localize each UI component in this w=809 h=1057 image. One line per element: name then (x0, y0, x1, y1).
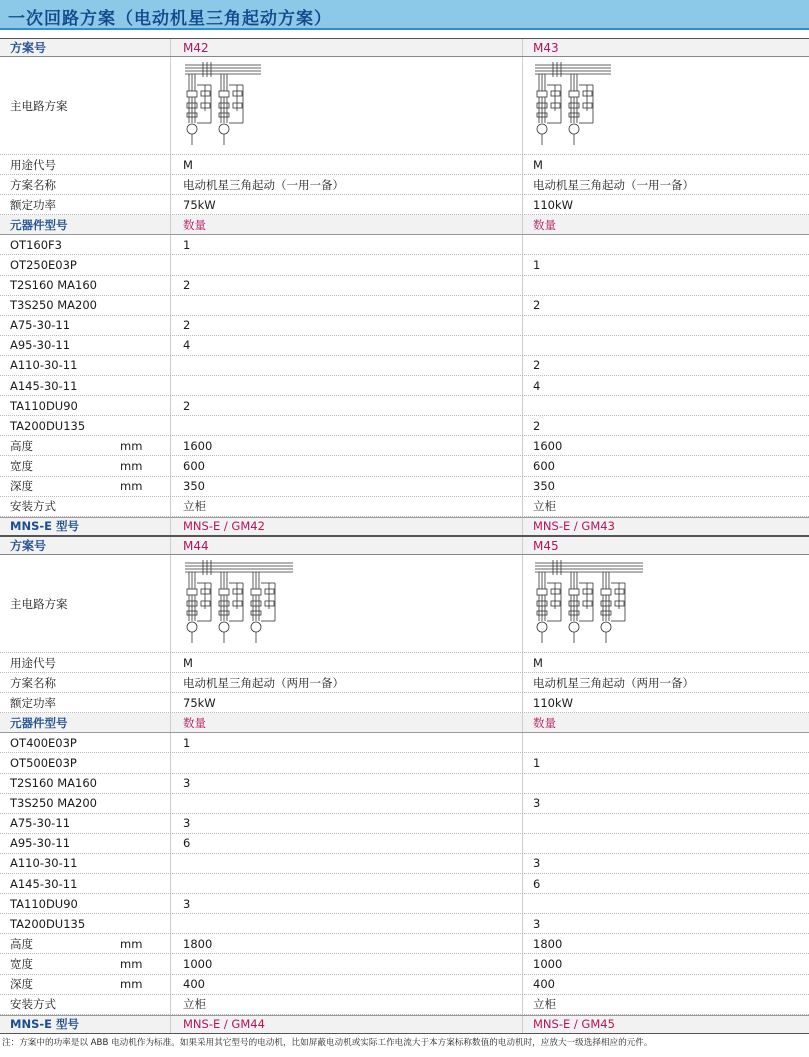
component-row (0, 255, 809, 275)
feeder-unit (187, 572, 211, 643)
component-qty: 2 (522, 356, 809, 375)
model-label: MNS-E 型号 (10, 1017, 79, 1032)
depth-row (0, 477, 809, 497)
scheme-id: M45 (522, 537, 809, 554)
circuit-diagram (183, 559, 298, 647)
height-label (10, 436, 170, 455)
scheme-id: M44 (170, 537, 522, 554)
component-model-header: 元器件型号 (10, 715, 68, 730)
rated-power-label: 额定功率 (10, 197, 56, 212)
scheme-name-row (0, 673, 809, 693)
component-qty: 3 (522, 914, 809, 933)
usage-code-row (0, 155, 809, 175)
main-circuit-label: 主电路方案 (10, 98, 68, 113)
scheme-id: M42 (170, 39, 522, 56)
unit-mm: mm (120, 977, 143, 992)
width-value: 1000 (170, 954, 522, 973)
scheme-table-1 (0, 38, 809, 536)
mounting-label: 安装方式 (10, 997, 56, 1012)
component-name: TA200DU135 (10, 916, 86, 931)
rated-power-label: 额定功率 (10, 695, 56, 710)
component-name: OT400E03P (10, 735, 77, 750)
rated-power-value: 110kW (522, 693, 809, 712)
title-bar (0, 0, 809, 30)
component-name: A95-30-11 (10, 836, 71, 851)
scheme-table-2 (0, 536, 809, 1034)
component-qty (522, 834, 809, 853)
model-value: MNS-E / GM43 (522, 518, 809, 535)
model-value: MNS-E / GM45 (522, 1016, 809, 1033)
component-qty (170, 794, 522, 813)
component-row (0, 774, 809, 794)
component-name: OT250E03P (10, 258, 77, 273)
feeder-unit (219, 74, 243, 145)
component-name: TA110DU90 (10, 896, 78, 911)
component-qty: 1 (170, 733, 522, 752)
component-qty (170, 376, 522, 395)
component-qty (522, 894, 809, 913)
component-qty: 3 (522, 854, 809, 873)
width-row (0, 456, 809, 476)
circuit-diagram (183, 61, 273, 149)
footnote: 注：方案中的功率是以 ABB 电动机作为标准。如果采用其它型号的电动机，比如屏蔽电动机或实际工作电流大于本方案标称数值的电动机时，应放大一级选择相应的元件。 (2, 1038, 653, 1048)
model-row (0, 517, 809, 536)
component-row (0, 854, 809, 874)
component-name: OT160F3 (10, 237, 62, 252)
unit-mm: mm (120, 479, 143, 494)
component-row (0, 753, 809, 773)
main-circuit-row (0, 555, 809, 653)
quantity-header: 数量 (170, 215, 522, 234)
scheme-number-label: 方案号 (10, 41, 47, 55)
height-label-text: 高度 (10, 438, 33, 453)
height-value: 1600 (522, 436, 809, 455)
component-qty (170, 255, 522, 274)
rated-power-value: 75kW (170, 693, 522, 712)
component-row (0, 296, 809, 316)
width-label-text: 宽度 (10, 458, 33, 473)
component-name: A110-30-11 (10, 358, 78, 373)
quantity-header: 数量 (522, 713, 809, 732)
component-qty: 3 (170, 774, 522, 793)
component-row (0, 356, 809, 376)
usage-code-label: 用途代号 (10, 157, 56, 172)
circuit-diagram-cell (170, 555, 522, 652)
component-name: A75-30-11 (10, 816, 71, 831)
mounting-value: 立柜 (522, 995, 809, 1014)
quantity-header: 数量 (170, 713, 522, 732)
feeder-unit (537, 74, 561, 145)
usage-code-value: M (522, 653, 809, 672)
depth-label (10, 975, 170, 994)
component-row (0, 396, 809, 416)
scheme-number-label: 方案号 (10, 539, 47, 553)
main-circuit-label: 主电路方案 (10, 596, 68, 611)
component-name: T2S160 MA160 (10, 776, 97, 791)
component-row (0, 914, 809, 934)
component-header-row (0, 215, 809, 235)
rated-power-value: 75kW (170, 195, 522, 214)
depth-value: 400 (170, 975, 522, 994)
main-circuit-row (0, 57, 809, 155)
model-value: MNS-E / GM44 (170, 1016, 522, 1033)
component-qty: 1 (522, 753, 809, 772)
depth-value: 350 (170, 477, 522, 496)
component-qty (522, 235, 809, 254)
component-row (0, 276, 809, 296)
mounting-row (0, 497, 809, 517)
component-qty (170, 874, 522, 893)
component-qty: 6 (522, 874, 809, 893)
component-name: TA200DU135 (10, 418, 86, 433)
component-name: A145-30-11 (10, 876, 78, 891)
scheme-number-row (0, 38, 809, 57)
component-qty (170, 753, 522, 772)
scheme-name-value: 电动机星三角起动（两用一备） (170, 673, 522, 692)
height-value: 1800 (170, 934, 522, 953)
component-qty: 2 (522, 296, 809, 315)
width-row (0, 954, 809, 974)
depth-label-text: 深度 (10, 977, 33, 992)
component-name: T3S250 MA200 (10, 796, 97, 811)
unit-mm: mm (120, 936, 143, 951)
mounting-value: 立柜 (170, 995, 522, 1014)
depth-value: 350 (522, 477, 809, 496)
unit-mm: mm (120, 438, 143, 453)
height-label-text: 高度 (10, 936, 33, 951)
model-row (0, 1015, 809, 1034)
circuit-diagram (533, 61, 623, 149)
page-title: 一次回路方案（电动机星三角起动方案） (8, 9, 332, 29)
component-qty: 4 (522, 376, 809, 395)
mounting-row (0, 995, 809, 1015)
scheme-name-label: 方案名称 (10, 675, 56, 690)
usage-code-value: M (170, 155, 522, 174)
component-row (0, 416, 809, 436)
mounting-value: 立柜 (522, 497, 809, 516)
scheme-name-label: 方案名称 (10, 177, 56, 192)
component-qty (522, 336, 809, 355)
circuit-diagram-cell (522, 555, 809, 652)
circuit-diagram-cell (170, 57, 522, 154)
depth-row (0, 975, 809, 995)
component-qty (522, 276, 809, 295)
scheme-id: M43 (522, 39, 809, 56)
circuit-diagram-cell (522, 57, 809, 154)
model-value: MNS-E / GM42 (170, 518, 522, 535)
component-row (0, 874, 809, 894)
component-row (0, 235, 809, 255)
model-label: MNS-E 型号 (10, 519, 79, 534)
component-name: A145-30-11 (10, 378, 78, 393)
component-qty: 2 (170, 396, 522, 415)
height-row (0, 934, 809, 954)
component-row (0, 316, 809, 336)
usage-code-label: 用途代号 (10, 655, 56, 670)
component-qty (522, 733, 809, 752)
component-qty: 1 (170, 235, 522, 254)
height-value: 1600 (170, 436, 522, 455)
component-qty: 2 (522, 416, 809, 435)
component-row (0, 733, 809, 753)
rated-power-row (0, 195, 809, 215)
height-row (0, 436, 809, 456)
component-qty: 3 (170, 814, 522, 833)
component-name: T3S250 MA200 (10, 298, 97, 313)
feeder-unit (601, 572, 625, 643)
usage-code-row (0, 653, 809, 673)
component-row (0, 336, 809, 356)
component-qty: 1 (522, 255, 809, 274)
scheme-name-value: 电动机星三角起动（一用一备） (170, 175, 522, 194)
component-qty: 6 (170, 834, 522, 853)
mounting-value: 立柜 (170, 497, 522, 516)
component-name: A110-30-11 (10, 856, 78, 871)
component-header-row (0, 713, 809, 733)
component-qty (522, 316, 809, 335)
quantity-header: 数量 (522, 215, 809, 234)
height-label (10, 934, 170, 953)
component-qty: 3 (522, 794, 809, 813)
feeder-unit (187, 74, 211, 145)
component-row (0, 794, 809, 814)
scheme-name-value: 电动机星三角起动（两用一备） (522, 673, 809, 692)
usage-code-value: M (522, 155, 809, 174)
circuit-diagram (533, 559, 648, 647)
component-row (0, 834, 809, 854)
feeder-unit (219, 572, 243, 643)
component-qty (522, 396, 809, 415)
component-qty (170, 914, 522, 933)
component-name: OT500E03P (10, 756, 77, 771)
component-qty: 4 (170, 336, 522, 355)
feeder-unit (537, 572, 561, 643)
component-name: T2S160 MA160 (10, 278, 97, 293)
width-label-text: 宽度 (10, 956, 33, 971)
scheme-number-row (0, 536, 809, 555)
width-value: 600 (170, 456, 522, 475)
component-qty: 2 (170, 276, 522, 295)
scheme-name-row (0, 175, 809, 195)
component-qty (522, 814, 809, 833)
feeder-unit (251, 572, 275, 643)
width-value: 1000 (522, 954, 809, 973)
component-qty (170, 296, 522, 315)
unit-mm: mm (120, 956, 143, 971)
usage-code-value: M (170, 653, 522, 672)
mounting-label: 安装方式 (10, 499, 56, 514)
component-row (0, 376, 809, 396)
component-name: A75-30-11 (10, 318, 71, 333)
height-value: 1800 (522, 934, 809, 953)
component-row (0, 814, 809, 834)
component-qty (170, 416, 522, 435)
depth-label-text: 深度 (10, 479, 33, 494)
rated-power-row (0, 693, 809, 713)
component-row (0, 894, 809, 914)
feeder-unit (569, 74, 593, 145)
rated-power-value: 110kW (522, 195, 809, 214)
width-label (10, 954, 170, 973)
component-qty (522, 774, 809, 793)
component-name: A95-30-11 (10, 338, 71, 353)
component-qty (170, 356, 522, 375)
unit-mm: mm (120, 458, 143, 473)
component-name: TA110DU90 (10, 398, 78, 413)
width-label (10, 456, 170, 475)
width-value: 600 (522, 456, 809, 475)
depth-label (10, 477, 170, 496)
depth-value: 400 (522, 975, 809, 994)
component-qty: 2 (170, 316, 522, 335)
scheme-name-value: 电动机星三角起动（一用一备） (522, 175, 809, 194)
component-qty: 3 (170, 894, 522, 913)
component-model-header: 元器件型号 (10, 217, 68, 232)
component-qty (170, 854, 522, 873)
feeder-unit (569, 572, 593, 643)
